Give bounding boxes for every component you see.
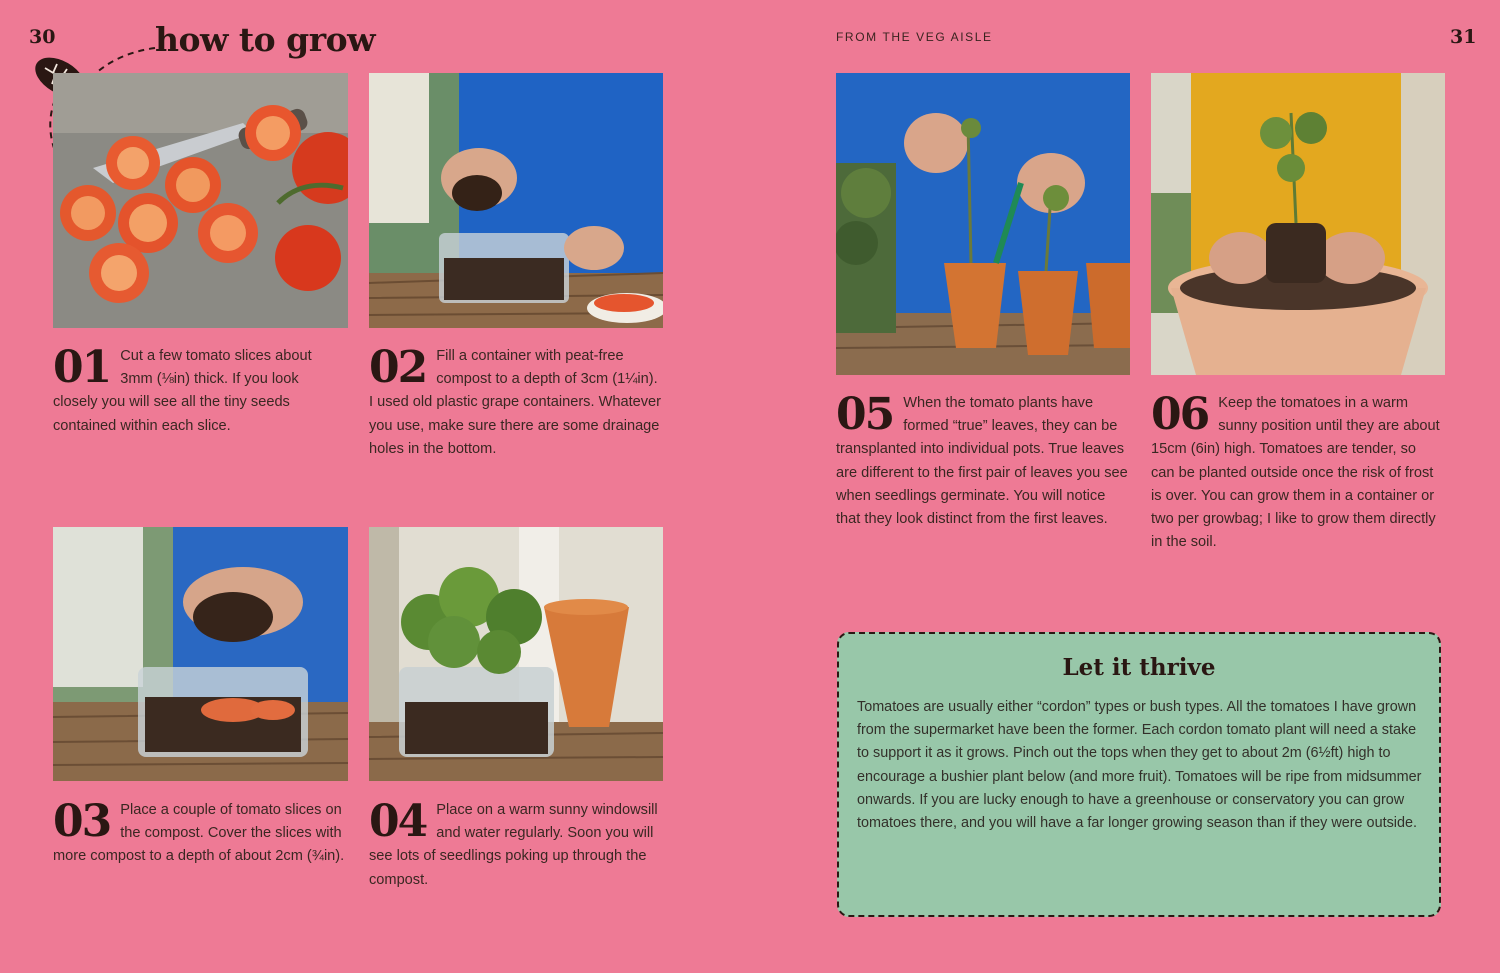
photo-placing-slices: [53, 527, 348, 781]
step-01-text: Cut a few tomato slices about 3mm (⅛in) thick. If you look closely you will see all the tiny seeds contained within each slice.: [53, 348, 312, 434]
step-06: [1151, 389, 1443, 554]
step-03-number: 03: [53, 796, 111, 847]
step-04: [369, 796, 664, 892]
step-03-text: Place a couple of tomato slices on the compost. Cover the slices with more compost to a depth of about 2cm (¾in).: [53, 802, 345, 865]
step-05-text: When the tomato plants have formed “true” leaves, they can be transplanted into individual pots. True leaves are different to the first pair of leaves you see when seedlings germinate. You will notice that they look distinct from the first leaves.: [836, 395, 1128, 528]
step-02-number: 02: [369, 342, 427, 393]
photo-potting-on: [1151, 73, 1445, 375]
photo-filling-container: [369, 73, 663, 328]
left-page-number: 30: [29, 26, 56, 48]
step-02-text: Fill a container with peat-free compost to a depth of 3cm (1¼in). I used old plastic grape containers. Whatever you use, make sure there are some drainage holes in the bottom.: [369, 348, 662, 457]
tip-body: Tomatoes are usually either “cordon” types or bush types. All the tomatoes I have grown from the supermarket have been the former. Each cordon tomato plant will need a stake to support it as it grows. Pinch out the tops when they get to about 2m (6½ft) high to encourage a bushier plant below (and more fruit). Tomatoes will be ripe from midsummer onwards. If you are lucky enough to have a greenhouse or conservatory you can grow tomatoes there, and you will have a far longer growing season than if they were outside.: [857, 699, 1422, 832]
step-03: [53, 796, 348, 869]
step-05-number: 05: [836, 389, 894, 440]
tip-box: [837, 632, 1441, 917]
step-05: [836, 389, 1128, 531]
step-01: [53, 342, 338, 438]
tip-title: Let it thrive: [1062, 654, 1216, 681]
step-04-number: 04: [369, 796, 427, 847]
step-02: [369, 342, 664, 461]
photo-seedlings: [369, 527, 663, 781]
running-head: FROM THE VEG AISLE: [836, 30, 993, 44]
step-06-text: Keep the tomatoes in a warm sunny position until they are about 15cm (6in) high. Tomatoes are tender, so can be planted outside once the risk of frost is over. You can grow them in a container or two per growbag; I like to grow them directly in the soil.: [1151, 395, 1440, 551]
page-heading: how to grow: [155, 20, 376, 59]
right-page-number: 31: [1450, 26, 1477, 48]
photo-transplanting: [836, 73, 1130, 375]
step-01-number: 01: [53, 342, 111, 393]
step-04-text: Place on a warm sunny windowsill and water regularly. Soon you will see lots of seedlings poking up through the compost.: [369, 802, 658, 888]
step-06-number: 06: [1151, 389, 1209, 440]
photo-tomato-slices: [53, 73, 348, 328]
